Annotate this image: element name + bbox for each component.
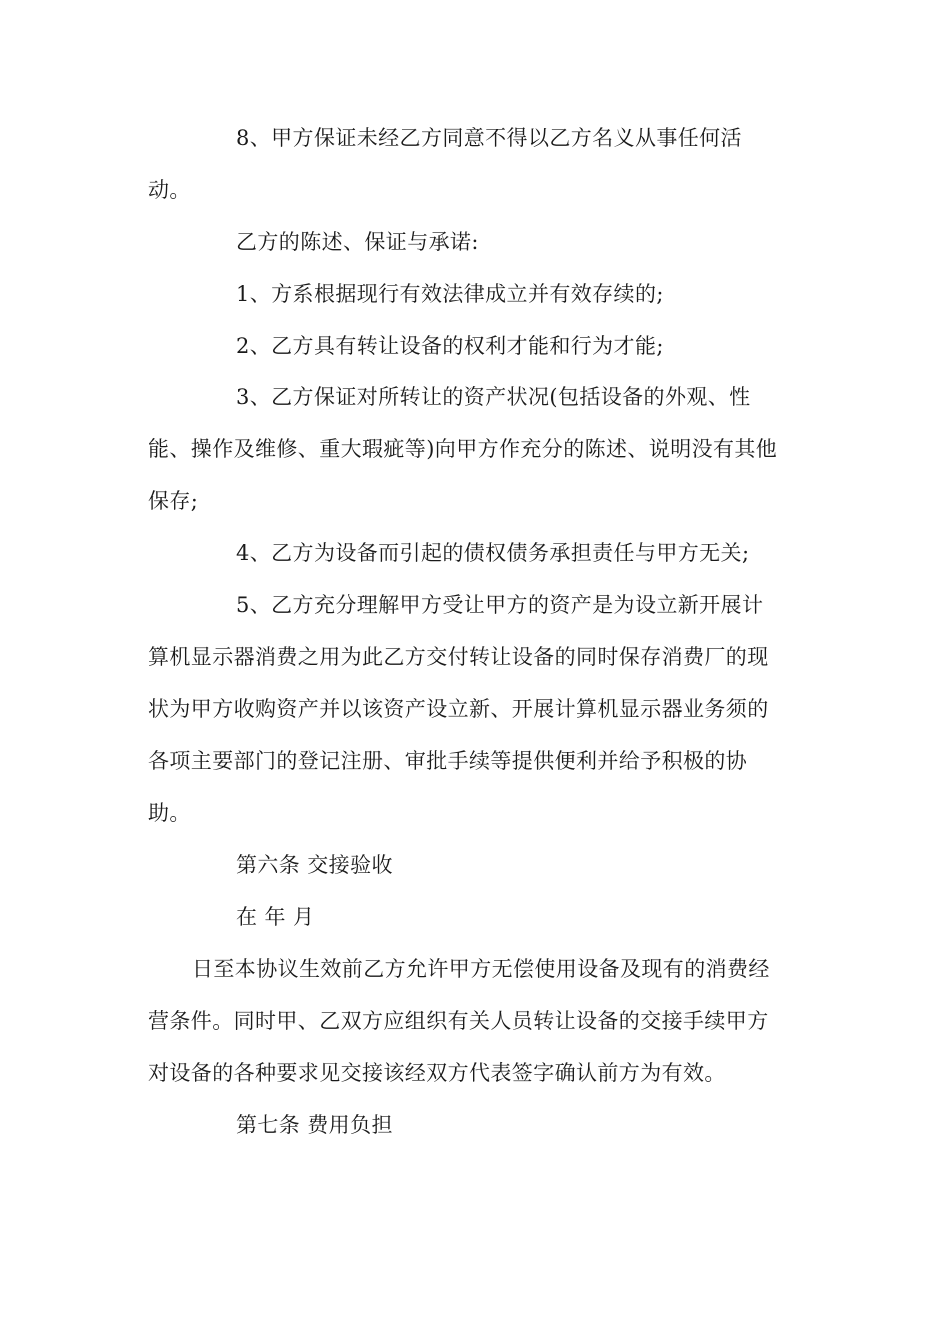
article-6-heading: 第六条 交接验收	[236, 853, 393, 877]
article-6-date-line: 在 年 月	[236, 905, 315, 929]
clause-8-line-2: 动。	[148, 178, 191, 202]
statement-5-line-4: 各项主要部门的登记注册、审批手续等提供便利并给予积极的协	[148, 749, 748, 773]
statement-3-line-2: 能、操作及维修、重大瑕疵等)向甲方作充分的陈述、说明没有其他	[148, 437, 778, 461]
statement-3-line-3: 保存;	[148, 489, 199, 513]
statement-4: 4、乙方为设备而引起的债权债务承担责任与甲方无关;	[236, 541, 750, 565]
clause-8-line-1: 8、甲方保证未经乙方同意不得以乙方名义从事任何活	[236, 126, 742, 150]
article-6-line-1: 日至本协议生效前乙方允许甲方无偿使用设备及现有的消费经	[192, 957, 770, 981]
statement-1: 1、方系根据现行有效法律成立并有效存续的;	[236, 282, 664, 306]
statement-5-line-5: 助。	[148, 801, 191, 825]
statement-5-line-1: 5、乙方充分理解甲方受让甲方的资产是为设立新开展计	[236, 593, 764, 617]
article-6-line-2: 营条件。同时甲、乙双方应组织有关人员转让设备的交接手续甲方	[148, 1009, 769, 1033]
section-heading-party-b-statements: 乙方的陈述、保证与承诺:	[236, 230, 479, 254]
statement-3-line-1: 3、乙方保证对所转让的资产状况(包括设备的外观、性	[236, 385, 751, 409]
statement-5-line-3: 状为甲方收购资产并以该资产设立新、开展计算机显示器业务须的	[148, 697, 769, 721]
statement-2: 2、乙方具有转让设备的权利才能和行为才能;	[236, 334, 664, 358]
article-7-heading: 第七条 费用负担	[236, 1113, 393, 1137]
article-6-line-3: 对设备的各种要求见交接该经双方代表签字确认前方为有效。	[148, 1061, 726, 1085]
statement-5-line-2: 算机显示器消费之用为此乙方交付转让设备的同时保存消费厂的现	[148, 645, 769, 669]
